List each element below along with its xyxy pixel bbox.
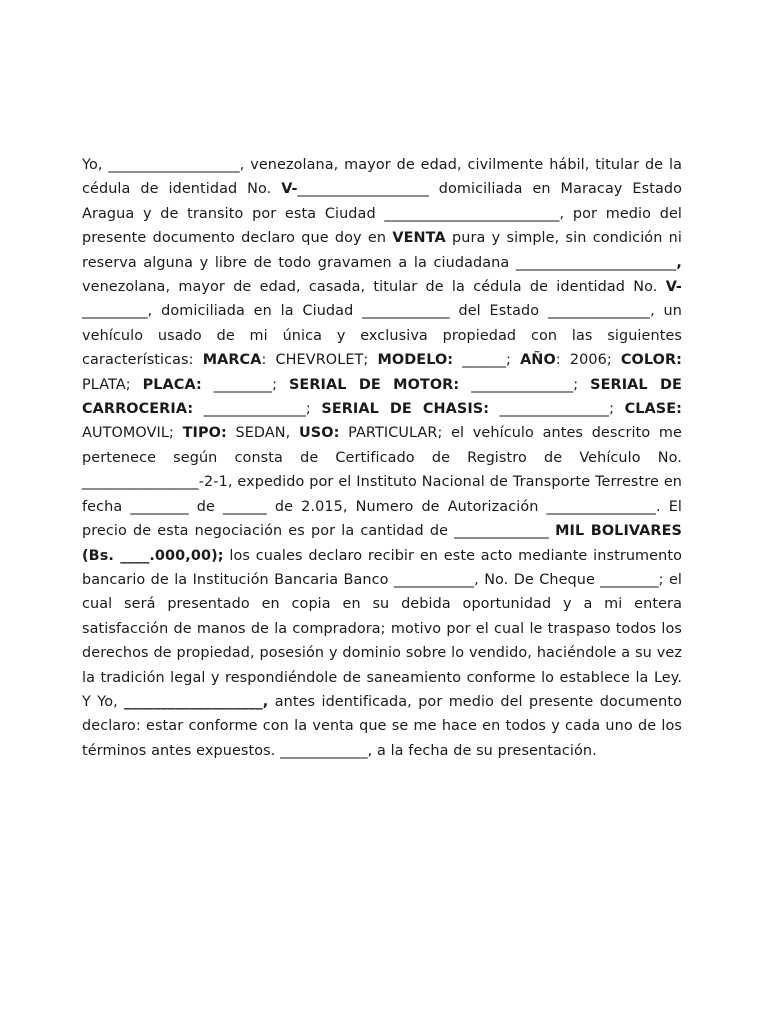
text-run: : CHEVROLET; <box>261 352 378 369</box>
text-run: Yo, __________________, venezolana, mayor de edad, civilmente hábil, titular de la cédula de identidad No. <box>82 157 682 198</box>
bold-text-run: MIL BOLIVARES (Bs. ____.000,00); <box>82 523 682 564</box>
bold-text-run: CLASE: <box>624 401 682 418</box>
text-run: los cuales declaro recibir en este acto mediante instrumento bancario de la Institución Bancaria Banco ___________, No. De Cheque ________; el cual será presentado en copia en su debida oportunidad y a mi entera satisfacción de manos de la compradora; motivo por el cual le traspaso todos los derechos de propiedad, posesión y dominio sobre lo vendido, haciéndole a su vez la tradición legal y respondiéndole de saneamiento conforme lo establece la Ley. Y Yo, <box>82 547 683 710</box>
text-run: _________, domiciliada en la Ciudad ____________ del Estado ______________, un vehículo usado de mi única y exclusiva propiedad con las siguientes características: <box>82 303 682 369</box>
text-run: ______________; <box>193 401 322 418</box>
text-run: SEDAN, <box>226 425 299 442</box>
bold-text-run: PLACA: <box>142 376 202 393</box>
bold-text-run: TIPO: <box>182 425 227 442</box>
bold-text-run: SERIAL DE CHASIS: <box>321 401 490 418</box>
text-run: ______; <box>453 352 521 369</box>
text-run: _______________; <box>489 401 625 418</box>
text-run: AUTOMOVIL; <box>82 425 183 442</box>
document-body-paragraph <box>82 153 682 763</box>
bold-text-run: AÑO <box>520 352 556 369</box>
bold-text-run: MARCA <box>202 352 262 369</box>
text-run: venezolana, mayor de edad, casada, titular de la cédula de identidad No. <box>82 279 666 296</box>
text-run: antes identificada, por medio del presente documento declaro: estar conforme con la venta que se me hace en todos y cada uno de los términos antes expuestos. ____________, a la fecha de su presentación. <box>82 693 683 759</box>
bold-text-run: COLOR: <box>620 352 683 369</box>
bold-text-run: MODELO: <box>377 352 454 369</box>
text-run: pura y simple, sin condición ni reserva alguna y libre de todo gravamen a la ciudadana ______________________ <box>82 230 682 271</box>
text-run: PLATA; <box>82 376 143 393</box>
text-run: PARTICULAR; el vehículo antes descrito me pertenece según consta de Certificado de Registro de Vehículo No. ________________-2-1, expedido por el Instituto Nacional de Transporte Terrestre en fecha ________ de ______ de 2.015, Numero de Autorización _______________. El precio de esta negociación es por la cantidad de _____________ <box>82 425 682 540</box>
text-run: __________________ domiciliada en Maracay Estado Aragua y de transito por esta Ciudad ________________________, por medio del presente documento declaro que doy en <box>82 181 682 247</box>
text-run: ______________; <box>459 376 591 393</box>
bold-text-run: SERIAL DE MOTOR: <box>288 376 460 393</box>
text-run: ________; <box>201 376 289 393</box>
bold-text-run: V- <box>665 279 682 296</box>
bold-text-run: V- <box>281 181 298 198</box>
text-run: : 2006; <box>555 352 621 369</box>
bold-text-run: USO: <box>299 425 340 442</box>
bold-text-run: ___________________, <box>124 693 269 710</box>
bold-text-run: VENTA <box>392 230 446 247</box>
bold-text-run: SERIAL DE CARROCERIA: <box>82 376 682 418</box>
bold-text-run: , <box>676 254 682 271</box>
